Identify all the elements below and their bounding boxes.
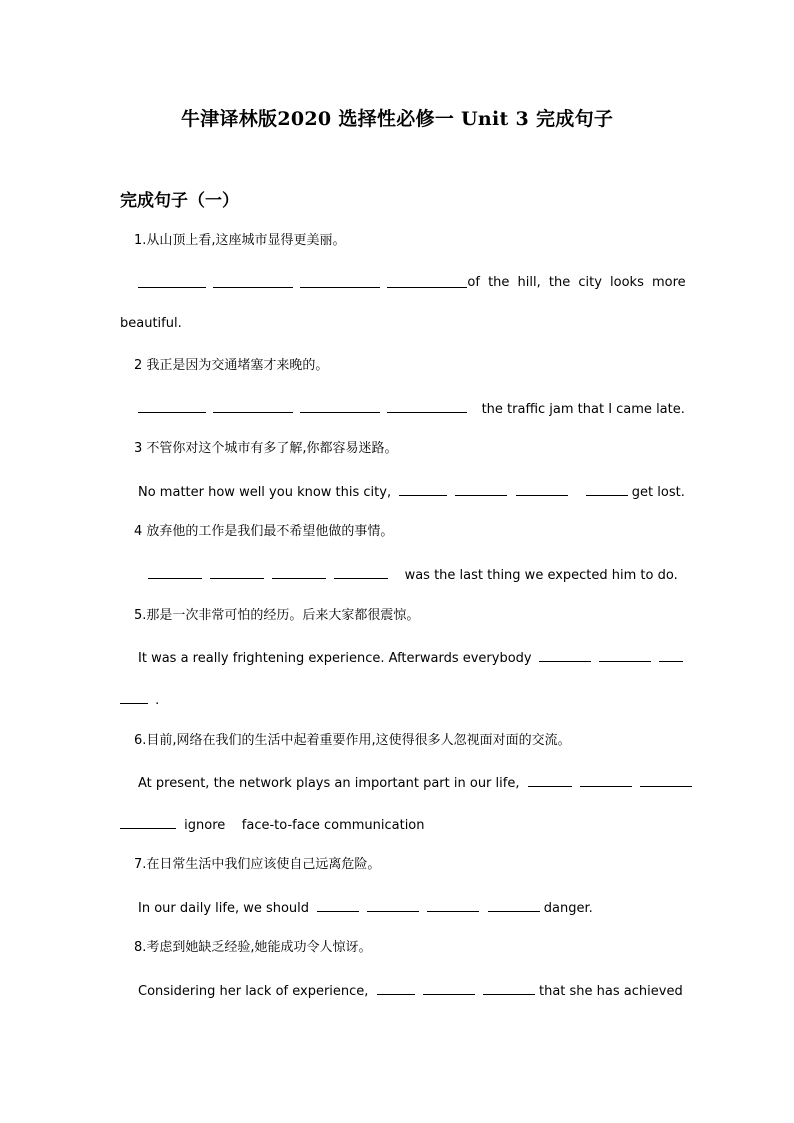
answer-blank[interactable] (272, 566, 326, 579)
answer-blank[interactable] (213, 275, 293, 288)
question-7-answer-head: In our daily life, we should (138, 901, 310, 916)
answer-blank[interactable] (138, 275, 206, 288)
question-3-answer-tail: get lost. (631, 485, 685, 500)
answer-blank[interactable] (586, 483, 628, 496)
answer-blank[interactable] (640, 774, 692, 787)
answer-blank[interactable] (427, 899, 479, 912)
answer-blank[interactable] (148, 566, 202, 579)
question-7-answer-tail: danger. (543, 901, 593, 916)
section-heading: 完成句子（一） (120, 191, 239, 211)
question-5-answer-tail: . (155, 693, 160, 708)
answer-blank[interactable] (367, 899, 419, 912)
answer-blank[interactable] (488, 899, 540, 912)
question-8-answer-line (138, 982, 683, 1000)
answer-blank[interactable] (399, 483, 447, 496)
question-1-prompt: 1.从山顶上看,这座城市显得更美丽。 (134, 233, 346, 248)
answer-blank[interactable] (138, 400, 206, 413)
question-1-answer-text: of the hill, the city looks more (467, 275, 686, 290)
answer-blank[interactable] (599, 649, 651, 662)
question-5-answer-head: It was a really frightening experience. Afterwards everybody (138, 651, 532, 666)
question-2-answer-line (138, 400, 685, 418)
question-6-prompt: 6.目前,网络在我们的生活中起着重要作用,这使得很多人忽视面对面的交流。 (134, 733, 571, 748)
answer-blank[interactable] (387, 275, 467, 288)
question-1-blanks (138, 275, 467, 293)
answer-blank[interactable] (423, 982, 475, 995)
question-5-answer-line (138, 649, 683, 667)
answer-blank[interactable] (334, 566, 388, 579)
question-6-answer-head: At present, the network plays an important part in our life, (138, 776, 520, 791)
question-8-answer-head: Considering her lack of experience, (138, 984, 369, 999)
answer-blank[interactable] (210, 566, 264, 579)
question-6-answer-continuation (120, 816, 425, 834)
answer-blank[interactable] (120, 691, 148, 704)
answer-blank[interactable] (483, 982, 535, 995)
question-4-answer-line (148, 566, 678, 584)
answer-blank[interactable] (300, 400, 380, 413)
document-title: 牛津译林版2020 选择性必修一 Unit 3 完成句子 (180, 108, 614, 130)
answer-blank[interactable] (539, 649, 591, 662)
answer-blank[interactable] (455, 483, 507, 496)
answer-blank[interactable] (580, 774, 632, 787)
question-3-answer-line (138, 483, 685, 501)
answer-blank[interactable] (213, 400, 293, 413)
answer-blank[interactable] (317, 899, 359, 912)
question-3-answer-head: No matter how well you know this city, (138, 485, 392, 500)
question-8-prompt: 8.考虑到她缺乏经验,她能成功令人惊讶。 (134, 940, 372, 955)
question-3-prompt: 3 不管你对这个城市有多了解,你都容易迷路。 (134, 441, 398, 456)
question-1-answer-line (138, 275, 686, 293)
question-6-answer-tail: ignore face-to-face communication (184, 818, 425, 833)
question-7-answer-line (138, 899, 593, 917)
question-5-answer-continuation (120, 691, 159, 709)
question-4-answer-text: was the last thing we expected him to do. (404, 568, 678, 583)
answer-blank[interactable] (516, 483, 568, 496)
question-6-answer-line (138, 774, 692, 792)
question-2-prompt: 2 我正是因为交通堵塞才来晚的。 (134, 358, 329, 373)
question-2-answer-text: the traffic jam that I came late. (481, 402, 685, 417)
answer-blank[interactable] (120, 816, 176, 829)
question-5-prompt: 5.那是一次非常可怕的经历。后来大家都很震惊。 (134, 608, 420, 623)
answer-blank[interactable] (659, 649, 683, 662)
question-8-answer-tail: that she has achieved (539, 984, 683, 999)
question-4-prompt: 4 放弃他的工作是我们最不希望他做的事情。 (134, 524, 394, 539)
answer-blank[interactable] (300, 275, 380, 288)
answer-blank[interactable] (528, 774, 572, 787)
question-7-prompt: 7.在日常生活中我们应该使自己远离危险。 (134, 857, 381, 872)
answer-blank[interactable] (377, 982, 415, 995)
answer-blank[interactable] (387, 400, 467, 413)
question-1-answer-continuation: beautiful. (120, 316, 182, 331)
